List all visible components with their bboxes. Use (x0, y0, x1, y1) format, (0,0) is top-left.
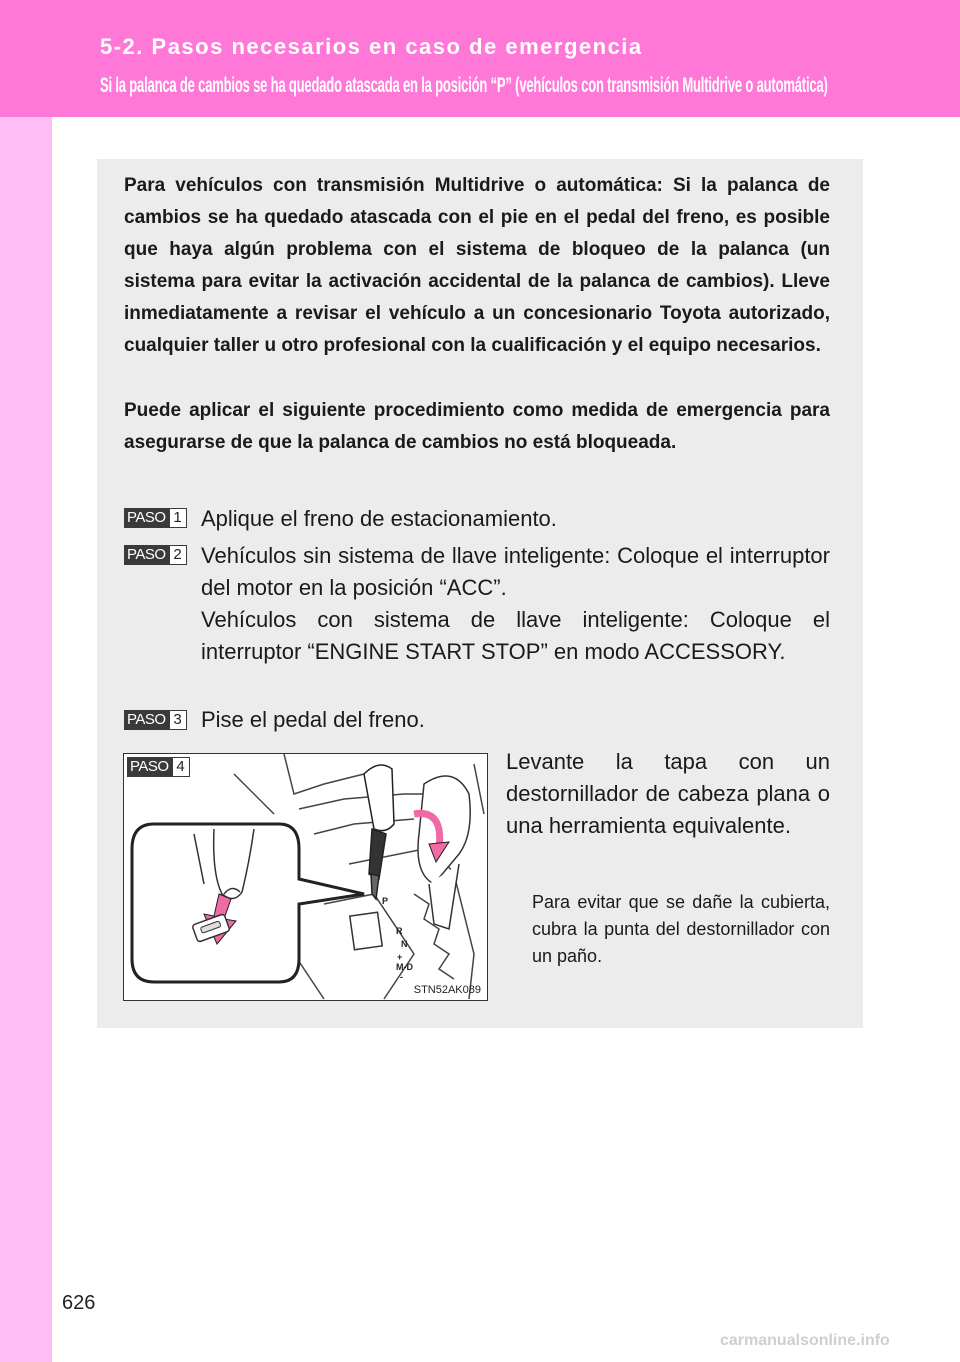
step-4-note: Para evitar que se dañe la cubierta, cubra la punta del destornillador con un paño. (532, 892, 830, 966)
step-4-badge (127, 757, 190, 777)
section-subtitle: Si la palanca de cambios se ha quedado atascada en la posición “P” (vehículos con transmisión Multidrive o automática) (100, 74, 828, 97)
step-badge-number: 1 (169, 508, 187, 528)
step-badge-label: PASO (124, 710, 169, 730)
shift-lever-illustration (123, 753, 488, 1001)
step-badge-label: PASO (127, 757, 172, 777)
step-badge-label: PASO (124, 508, 169, 528)
gear-label-p: P (382, 896, 389, 906)
section-title: 5-2. Pasos necesarios en caso de emergencia (100, 34, 643, 59)
step-1-badge (124, 508, 187, 528)
step-badge-number: 2 (169, 545, 187, 565)
gear-label-minus: - (400, 972, 403, 982)
step-4-text: Levante la tapa con un destornillador de cabeza plana o una herramienta equivalente. (506, 749, 830, 838)
step-2-text: Vehículos sin sistema de llave inteligente: Coloque el interruptor del motor en la posición “ACC”. (201, 543, 830, 600)
intro-paragraph-2: Puede aplicar el siguiente procedimiento como medida de emergencia para asegurarse de que la palanca de cambios no está bloqueada. (124, 400, 830, 453)
gear-label-n: N (401, 939, 408, 949)
step-badge-number: 3 (169, 710, 187, 730)
gear-label-plus: + (397, 952, 403, 962)
intro-paragraph-1: Para vehículos con transmisión Multidrive o automática: Si la palanca de cambios se ha quedado atascada con el pie en el pedal del freno, es posible que haya algún problema con el sistema de bloqueo de la palanca (un sistema para evitar la activación accidental de la palanca de cambios). Lleve inmediatamente a revisar el vehículo a un concesionario Toyota autorizado, cualquier taller u otro profesional con la cualificación y el equipo necesarios. (124, 175, 830, 356)
gear-label-m-d: M-D (396, 962, 413, 972)
watermark: carmanualsonline.info (720, 1332, 890, 1349)
gear-label-r: R (396, 926, 403, 936)
illustration-drawing (124, 754, 487, 1000)
figure-code: STN52AK089 (413, 984, 481, 996)
step-3-badge (124, 710, 187, 730)
side-color-strip (0, 0, 52, 1362)
step-3-text: Pise el pedal del freno. (201, 707, 425, 732)
step-1-text: Aplique el freno de estacionamiento. (201, 506, 557, 531)
page-header (0, 0, 960, 117)
step-2-badge (124, 545, 187, 565)
step-badge-number: 4 (172, 757, 190, 777)
step-badge-label: PASO (124, 545, 169, 565)
page-number: 626 (62, 1292, 96, 1314)
step-2-text-smart-key: Vehículos con sistema de llave inteligente: Coloque el interruptor “ENGINE START STOP” en modo ACCESSORY. (201, 607, 830, 664)
